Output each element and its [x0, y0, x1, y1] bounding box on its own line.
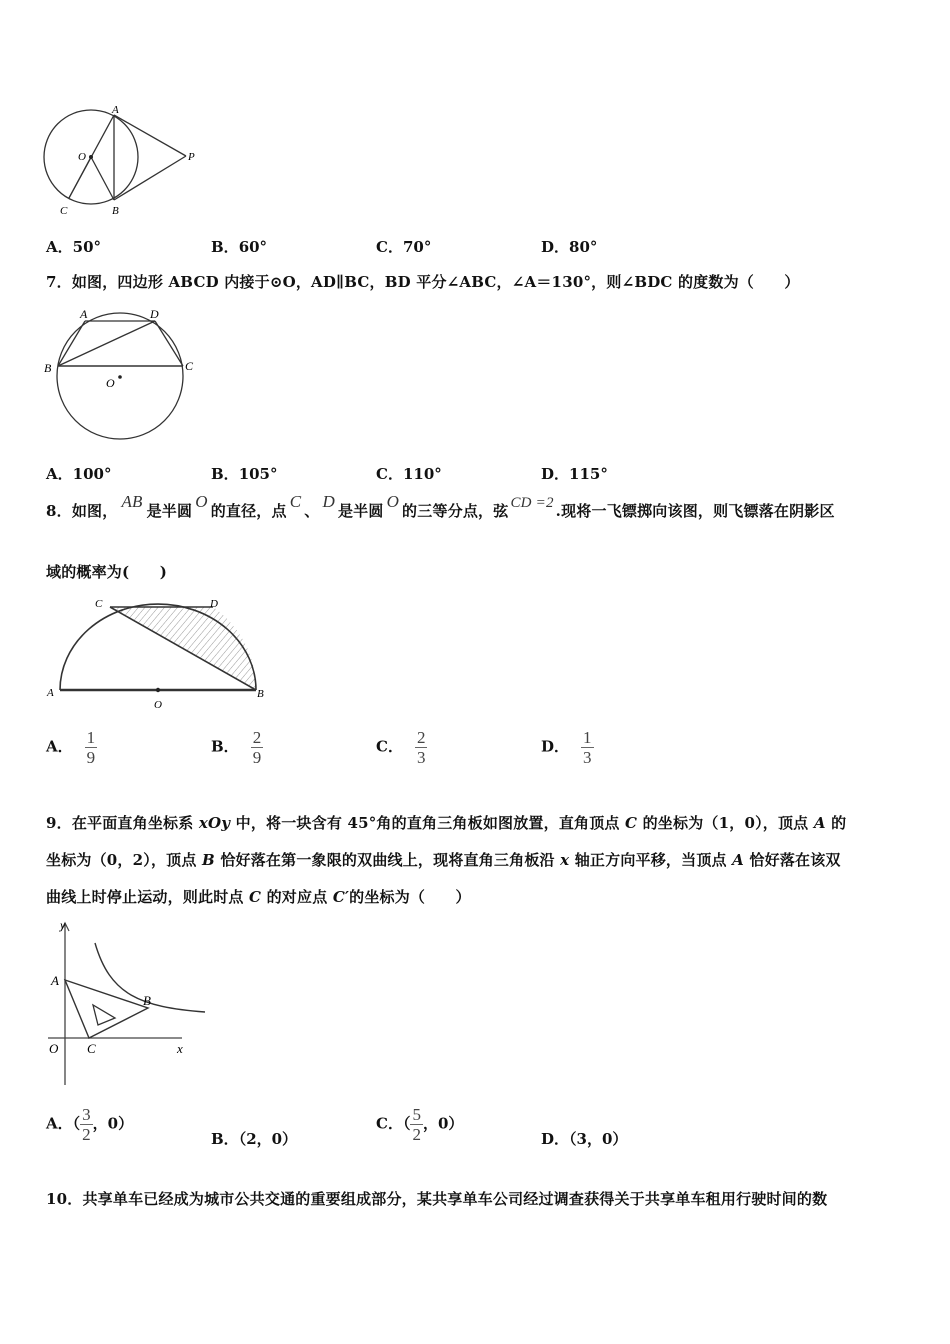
q9-label-o: O	[49, 1041, 59, 1056]
q6-label-a: A	[112, 104, 119, 116]
q6-figure	[40, 100, 210, 225]
q8-label-d: D	[210, 598, 218, 610]
q9-stem-line1: 9．在平面直角坐标系 xOy 中，将一块含有 45°角的直角三角板如图放置，直角顶点 C 的坐标为（1，0），顶点 A 的	[46, 814, 847, 832]
q8-label-a: A	[47, 687, 54, 699]
q9-stem-line3: 曲线上时停止运动，则此时点 C 的对应点 C′的坐标为（ ）	[46, 888, 471, 906]
q7-label-c: C	[185, 359, 194, 373]
q8-label-o: O	[154, 699, 162, 711]
q9-label-c: C	[87, 1041, 96, 1056]
q6-label-b: B	[112, 205, 119, 217]
q6-label-p: P	[188, 151, 195, 163]
q8-label-c: C	[95, 598, 103, 610]
q6-option-d[interactable]: D．80°	[541, 238, 598, 256]
q9-label-x: x	[177, 1041, 183, 1056]
q9-option-c[interactable]: C．（ $\frac{5}{2}$ ，0）	[376, 1105, 464, 1144]
q6-option-b[interactable]: B．60°	[211, 238, 268, 256]
q8-figure	[40, 592, 280, 717]
q7-stem: 7．如图，四边形 ABCD 内接于⊙O，AD∥BC，BD 平分∠ABC，∠A＝130°，则∠BDC 的度数为（ ）	[46, 273, 800, 291]
q7-label-a: A	[80, 307, 88, 321]
q7-option-b[interactable]: B．105°	[211, 465, 278, 483]
q6-option-c[interactable]: C．70°	[376, 238, 432, 256]
q7-option-c[interactable]: C．110°	[376, 465, 442, 483]
q8-option-a[interactable]: A． $\frac{1}{9}$	[46, 728, 96, 767]
q9-stem-line2: 坐标为（0，2），顶点 B 恰好落在第一象限的双曲线上，现将直角三角板沿 x 轴正方向平移，当顶点 A 恰好落在该双	[46, 851, 841, 869]
q7-figure	[40, 303, 210, 443]
q8-stem-line1: 8．如图， AB 是半圆 O 的直径，点 C 、 D 是半圆 O 的三等分点，弦 CD =2 .现将一飞镖掷向该图，则飞镖落在阴影区	[46, 492, 835, 520]
q9-label-y: y	[60, 918, 66, 932]
q9-option-d[interactable]: D．（3，0）	[541, 1130, 628, 1148]
q8-stem-line2: 域的概率为( )	[46, 563, 167, 581]
q10-stem: 10．共享单车已经成为城市公共交通的重要组成部分，某共享单车公司经过调查获得关于共享单车租用行驶时间的数	[46, 1190, 828, 1208]
q9-label-a: A	[51, 973, 59, 988]
q9-option-b[interactable]: B．（2，0）	[211, 1130, 298, 1148]
q8-option-c[interactable]: C． $\frac{2}{3}$	[376, 728, 426, 767]
q8-option-d[interactable]: D． $\frac{1}{3}$	[541, 728, 592, 767]
q7-option-a[interactable]: A．100°	[46, 465, 112, 483]
q9-option-a[interactable]: A．（ $\frac{3}{2}$ ，0）	[46, 1105, 134, 1144]
q6-label-o: O	[78, 151, 86, 163]
q6-option-a[interactable]: A．50°	[46, 238, 102, 256]
q6-label-c: C	[60, 205, 68, 217]
q8-option-b[interactable]: B． $\frac{2}{9}$	[211, 728, 262, 767]
q8-label-b: B	[257, 688, 264, 700]
q9-label-b: B	[143, 993, 151, 1008]
q7-option-d[interactable]: D．115°	[541, 465, 608, 483]
q7-label-d: D	[150, 307, 159, 321]
q7-label-b: B	[44, 361, 52, 375]
q9-figure	[40, 915, 215, 1090]
q7-label-o: O	[106, 376, 115, 390]
